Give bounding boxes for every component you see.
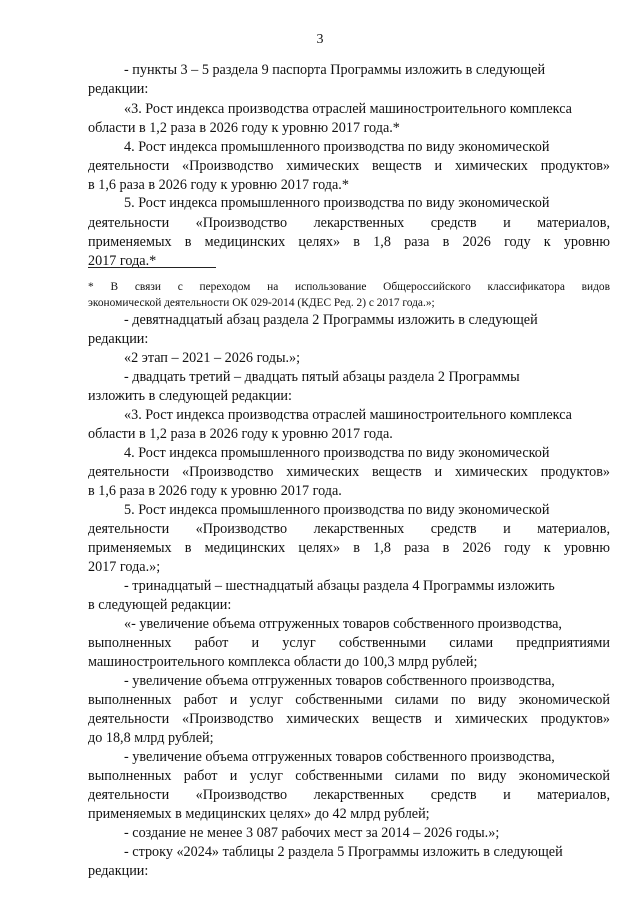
- paragraph-line: - создание не менее 3 087 рабочих мест за 2014 – 2026 годы.»;: [124, 825, 500, 841]
- paragraph-line: - тринадцатый – шестнадцатый абзацы раздела 4 Программы изложить: [124, 578, 555, 594]
- paragraph-line: 4. Рост индекса промышленного производства по виду экономической: [124, 445, 550, 461]
- footnote-divider: [88, 267, 216, 268]
- paragraph-line: - пункты 3 – 5 раздела 9 паспорта Программы изложить в следующей: [124, 62, 546, 78]
- paragraph-line: 2017 года.»;: [88, 559, 161, 575]
- paragraph-line: - увеличение объема отгруженных товаров собственного производства,: [124, 749, 555, 765]
- paragraph-line: деятельности «Производство лекарственных средств и материалов,: [88, 787, 610, 803]
- paragraph-line: 5. Рост индекса промышленного производства по виду экономической: [124, 195, 550, 211]
- paragraph-line: в следующей редакции:: [88, 597, 232, 613]
- paragraph-line: изложить в следующей редакции:: [88, 388, 292, 404]
- page-number: 3: [316, 32, 324, 47]
- paragraph-line: 4. Рост индекса промышленного производства по виду экономической: [124, 139, 550, 155]
- paragraph-line: редакции:: [88, 81, 149, 97]
- paragraph-line: применяемых в медицинских целях» в 1,8 раза в 2026 году к уровню: [88, 234, 610, 250]
- paragraph-line: редакции:: [88, 863, 149, 879]
- paragraph-line: выполненных работ и услуг собственными силами по виду экономической: [88, 692, 610, 708]
- paragraph-line: «3. Рост индекса производства отраслей машиностроительного комплекса: [124, 407, 572, 423]
- paragraph-line: 5. Рост индекса промышленного производства по виду экономической: [124, 502, 550, 518]
- paragraph-line: выполненных работ и услуг собственными силами по виду экономической: [88, 768, 610, 784]
- paragraph-line: в 1,6 раза в 2026 году к уровню 2017 года.*: [88, 177, 349, 193]
- paragraph-line: до 18,8 млрд рублей;: [88, 730, 214, 746]
- paragraph-line: - строку «2024» таблицы 2 раздела 5 Программы изложить в следующей: [124, 844, 563, 860]
- paragraph-line: применяемых в медицинских целях» до 42 млрд рублей;: [88, 806, 430, 822]
- paragraph-line: машиностроительного комплекса области до 100,3 млрд рублей;: [88, 654, 478, 670]
- paragraph-line: деятельности «Производство химических веществ и химических продуктов»: [88, 158, 610, 174]
- paragraph-line: деятельности «Производство химических веществ и химических продуктов»: [88, 464, 610, 480]
- footnote-line: экономической деятельности ОК 029-2014 (КДЕС Ред. 2) с 2017 года.»;: [88, 297, 435, 309]
- paragraph-line: применяемых в медицинских целях» в 1,8 раза в 2026 году к уровню: [88, 540, 610, 556]
- paragraph-line: «2 этап – 2021 – 2026 годы.»;: [124, 350, 301, 366]
- paragraph-line: - двадцать третий – двадцать пятый абзацы раздела 2 Программы: [124, 369, 520, 385]
- footnote-line: * В связи с переходом на использование Общероссийского классификатора видов: [88, 281, 610, 293]
- paragraph-line: редакции:: [88, 331, 149, 347]
- paragraph-line: в 1,6 раза в 2026 году к уровню 2017 года.: [88, 483, 342, 499]
- paragraph-line: области в 1,2 раза в 2026 году к уровню 2017 года.*: [88, 120, 400, 136]
- paragraph-line: - девятнадцатый абзац раздела 2 Программы изложить в следующей: [124, 312, 538, 328]
- paragraph-line: - увеличение объема отгруженных товаров собственного производства,: [124, 673, 555, 689]
- paragraph-line: «- увеличение объема отгруженных товаров собственного производства,: [124, 616, 562, 632]
- paragraph-line: деятельности «Производство лекарственных средств и материалов,: [88, 215, 610, 231]
- paragraph-line: выполненных работ и услуг собственными силами предприятиями: [88, 635, 610, 651]
- paragraph-line: 2017 года.*: [88, 253, 157, 269]
- paragraph-line: «3. Рост индекса производства отраслей машиностроительного комплекса: [124, 101, 572, 117]
- paragraph-line: деятельности «Производство лекарственных средств и материалов,: [88, 521, 610, 537]
- paragraph-line: деятельности «Производство химических веществ и химических продуктов»: [88, 711, 610, 727]
- paragraph-line: области в 1,2 раза в 2026 году к уровню 2017 года.: [88, 426, 393, 442]
